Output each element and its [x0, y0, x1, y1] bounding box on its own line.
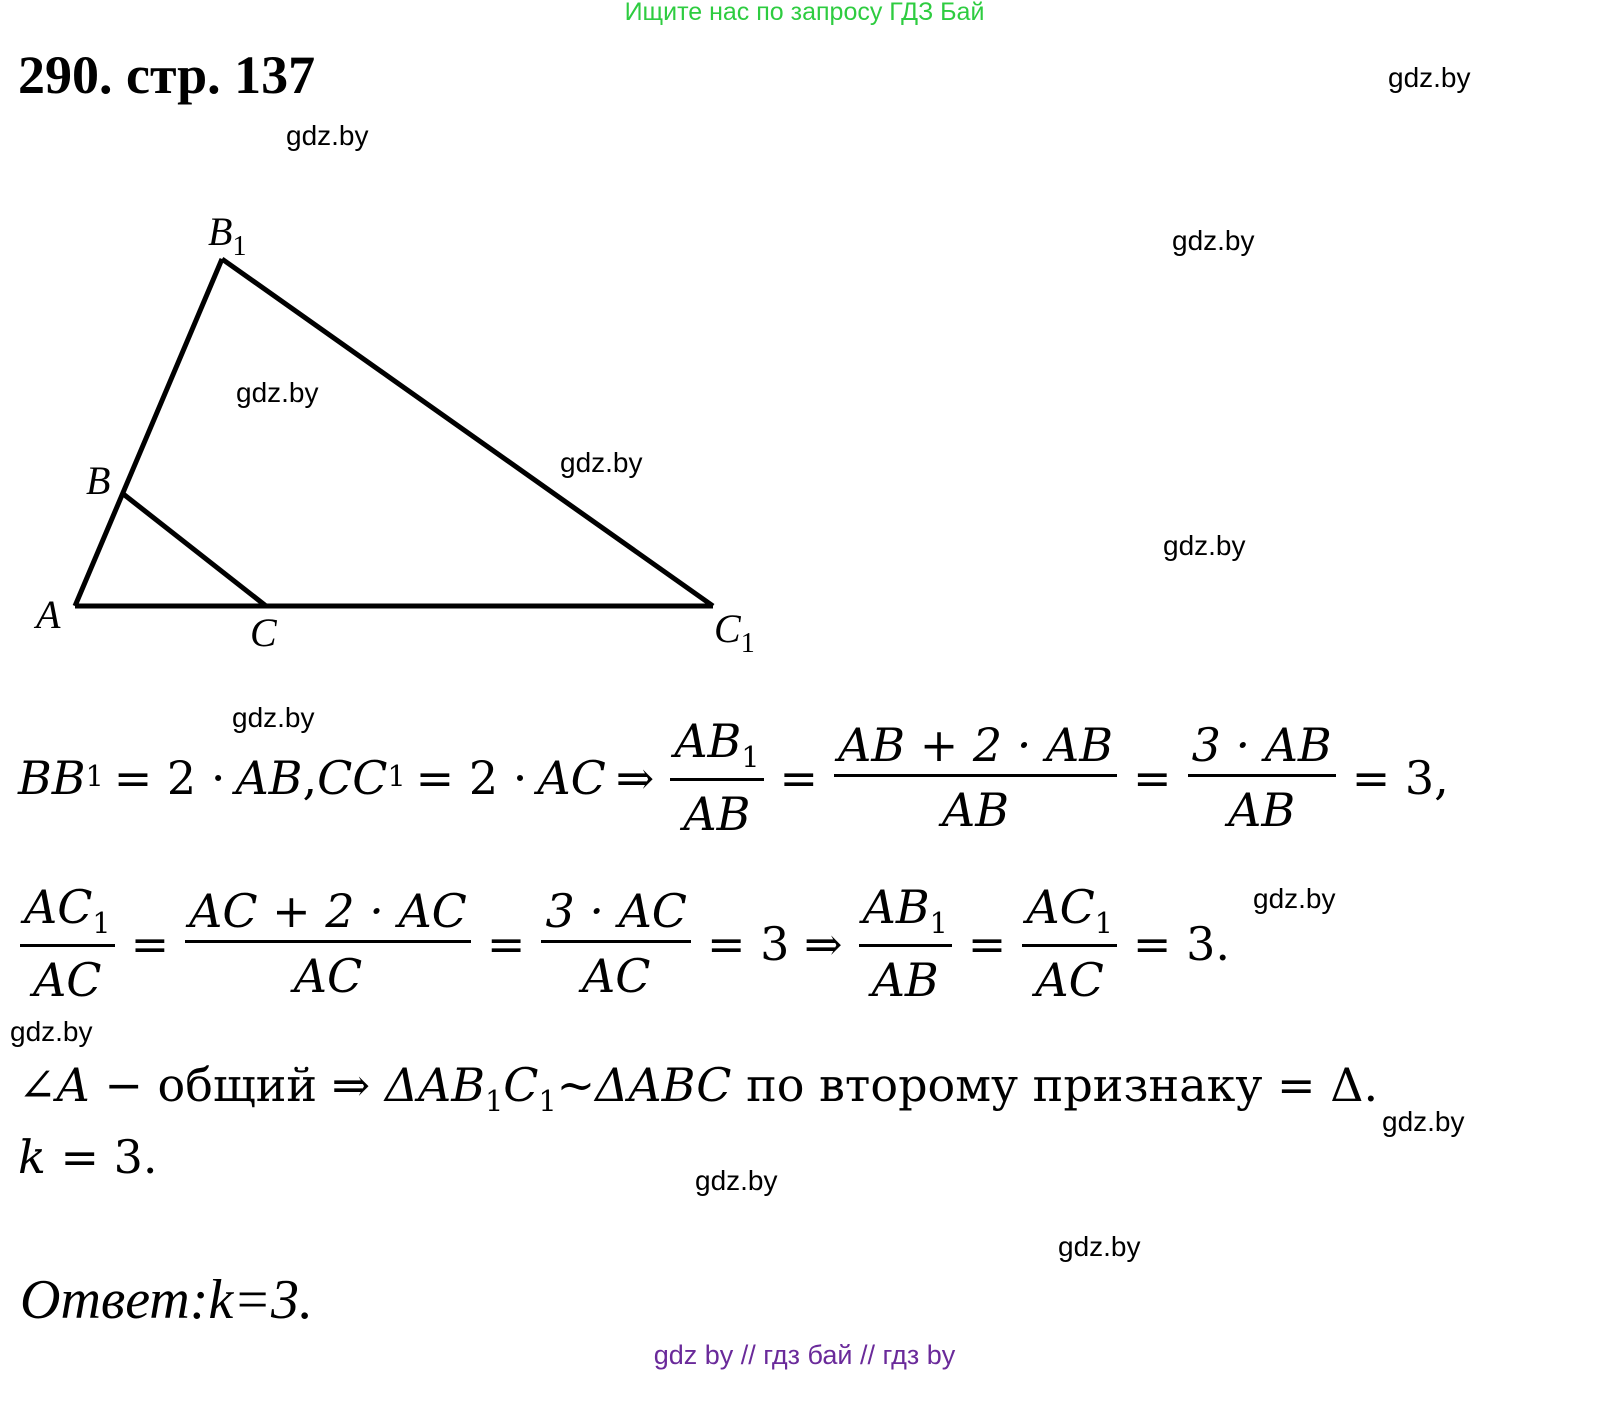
fraction: $\frac{AB + 2 \cdot AB}{AB}$ — [834, 722, 1117, 833]
watermark: gdz.by — [560, 447, 643, 478]
label-c1: $C_1$ — [714, 606, 755, 659]
search-banner: Ищите нас по запросу ГДЗ Бай — [624, 0, 985, 26]
watermark: gdz.by — [236, 377, 319, 408]
watermark: gdz.by — [1382, 1106, 1465, 1137]
watermark: gdz.by — [286, 120, 369, 151]
watermark: gdz.by — [1172, 225, 1255, 256]
fraction: $\frac{AC_1}{AC}$ — [20, 884, 115, 1003]
fraction: $\frac{3 \cdot AB}{AB}$ — [1188, 722, 1336, 833]
similarity-statement: ∠A − общий ⇒ $\Delta AB_1C_1\sim\Delta ABC$ по второму признаку = Δ. — [18, 1058, 1379, 1118]
watermark: gdz.by — [1253, 883, 1336, 914]
answer: Ответ:k=3. — [20, 1269, 314, 1331]
watermark: gdz.by — [1163, 530, 1246, 561]
watermark: gdz.by — [1388, 62, 1471, 93]
equation-line-1: BB 1 = 2 · AB , CC 1 = 2 · AC ⇒ $\frac{AB_1}{AB}$ = $\frac{AB + 2 \cdot AB}{AB}$ = $\frac{3 \cdot AB}{AB}$ = 3, — [18, 714, 1449, 842]
coefficient-line: k = 3. — [18, 1130, 158, 1184]
label-b1: $B_1$ — [208, 209, 247, 262]
footer-links: gdz by // гдз бай // гдз by — [653, 1340, 956, 1370]
watermark: gdz.by — [232, 702, 315, 733]
watermark: gdz.by — [1058, 1231, 1141, 1262]
side-b1c1 — [222, 259, 713, 606]
fraction: $\frac{3 \cdot AC}{AC}$ — [541, 888, 691, 999]
label-a: A — [36, 592, 61, 637]
fraction: $\frac{AC + 2 \cdot AC}{AC}$ — [185, 888, 471, 999]
side-bc — [122, 493, 266, 606]
watermark: gdz.by — [10, 1016, 93, 1047]
fraction: $\frac{AB_1}{AB}$ — [670, 718, 763, 837]
triangle-figure — [0, 0, 800, 680]
equation-line-2: $\frac{AC_1}{AC}$ = $\frac{AC + 2 \cdot AC}{AC}$ = $\frac{3 \cdot AC}{AC}$ = 3 ⇒ $\frac{AB_1}{AB}$ = $\frac{AC_1}{AC}$ = 3. — [14, 884, 1240, 1003]
label-b: B — [86, 458, 111, 503]
page-title: 290. стр. 137 — [18, 45, 316, 105]
label-c: C — [250, 610, 277, 655]
fraction: $\frac{AC_1}{AC}$ — [1022, 884, 1117, 1003]
fraction: $\frac{AB_1}{AB}$ — [859, 884, 952, 1003]
watermark: gdz.by — [695, 1165, 778, 1196]
